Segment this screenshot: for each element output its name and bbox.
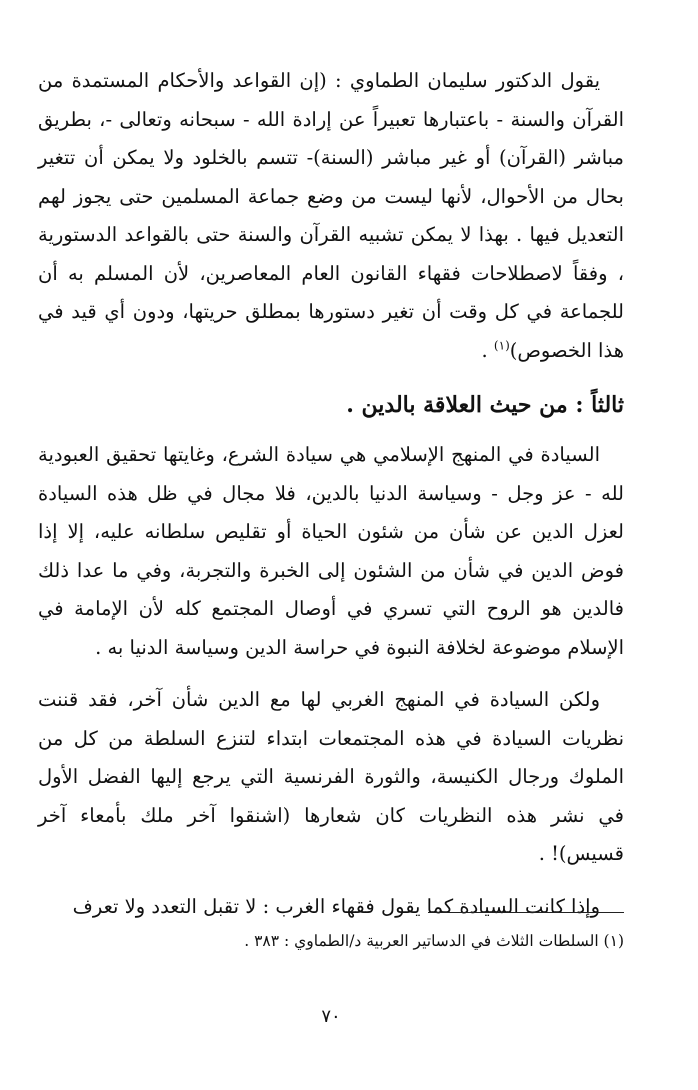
paragraph-western-sovereignty: ولكن السيادة في المنهج الغربي لها مع الدين شأن آخر، فقد قننت نظريات السيادة في هذه المجتمعات ابتداء لتنزع السلطة من كل من الملوك ورجال الكنيسة، والثورة الفرنسية التي يرجع إليها الفضل الأول في نشر هذه النظريات كان شعارها (اشنقوا آخر ملك بأمعاء آخر قسيس)! . — [38, 688, 624, 865]
paragraph-quote-end: . — [481, 338, 494, 362]
paragraph-continuation: وإذا كانت السيادة كما يقول فقهاء الغرب : لا تقبل التعدد ولا تعرف — [72, 894, 600, 918]
paragraph-quote — [38, 62, 624, 370]
footnote-divider — [428, 912, 624, 913]
page-number: ٧٠ — [321, 1006, 341, 1027]
paragraph-quote-text: يقول الدكتور سليمان الطماوي : (إن القواعد والأحكام المستمدة من القرآن والسنة - باعتبارها تعبيراً عن إرادة الله - سبحانه وتعالى -، بطريق مباشر (القرآن) أو غير مباشر (السنة)- تتسم بالخلود ولا يمكن أن تتغير بحال من الأحوال، لأنها ليست من وضع جماعة المسلمين حتى يجوز لهم التعديل فيها . بهذا لا يمكن تشبيه القرآن والسنة حتى بالقواعد الدستورية ، وفقاً لاصطلاحات فقهاء القانون العام المعاصرين، لأن المسلم به أن للجماعة في كل وقت أن تغير دستورها بمطلق حريتها، ودون أي قيد في هذا الخصوص) — [38, 69, 624, 362]
footnote: (١) السلطات الثلاث في الدساتير العربية د/الطماوي : ٣٨٣ . — [244, 932, 624, 950]
book-page — [38, 62, 624, 1062]
paragraph-islamic-sovereignty: السيادة في المنهج الإسلامي هي سيادة الشرع، وغايتها تحقيق العبودية لله - عز وجل - وسياسة الدنيا بالدين، فلا مجال في ظل هذه السيادة لعزل الدين عن شأن من شئون الحياة أو تقليص سلطانه عليه، إلا إذا فوض الدين في شأن من الشئون إلى الخبرة والتجربة، وفي ما عدا ذلك فالدين هو الروح التي تسري في أوصال المجتمع كله لأن الإمامة في الإسلام موضوعة لخلافة النبوة في حراسة الدين وسياسة الدنيا به . — [38, 443, 624, 659]
section-heading: ثالثاً : من حيث العلاقة بالدين . — [346, 392, 624, 418]
footnote-reference-mark: (١) — [493, 338, 510, 352]
